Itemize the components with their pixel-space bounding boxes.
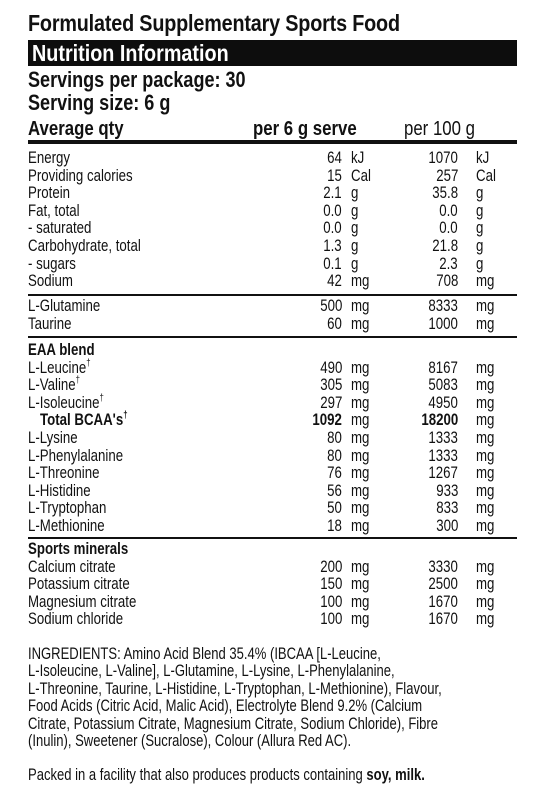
per-serve-value: 305 (319, 375, 342, 395)
per-serve-unit: mg (351, 498, 370, 518)
nutrient-row (28, 359, 517, 377)
per-serve-unit: mg (351, 574, 370, 594)
column-header-row (28, 118, 517, 140)
per-serve-value: 500 (319, 296, 342, 315)
allergen-bold: soy, milk. (366, 766, 425, 784)
nutrient-row (28, 394, 517, 412)
per-serve-unit: mg (351, 392, 370, 412)
nutrient-name: L-Threonine (28, 463, 100, 483)
dagger-mark: † (123, 410, 128, 422)
per-serve-unit: mg (351, 480, 370, 500)
per-100g-unit: mg (476, 271, 495, 291)
nutrient-name: - saturated (28, 218, 92, 238)
nutrient-label (28, 376, 80, 394)
per-serve-value: 60 (327, 313, 342, 333)
group-divider (28, 336, 517, 338)
nutrient-label (28, 255, 76, 273)
per-serve-unit: kJ (351, 148, 365, 167)
per-100g-unit: mg (476, 574, 495, 594)
ingredients-line: (Inulin), Sweetener (Sucralose), Colour (Allura Red AC). (28, 732, 352, 751)
per-100g-unit: mg (476, 375, 495, 395)
allergen-text: Packed in a facility that also produces products containing (28, 766, 367, 784)
per-serve-unit: mg (351, 313, 370, 333)
nutrient-name: - sugars (28, 253, 76, 273)
per-serve-value: 0.0 (323, 218, 342, 238)
per-100g-unit: mg (476, 445, 495, 465)
per-100g-unit: mg (476, 427, 495, 447)
nutrient-label (28, 184, 70, 202)
ingredients-line: Citrate, Potassium Citrate, Magnesium Citrate, Sodium Chloride), Fibre (28, 714, 439, 733)
per-100g-unit: g (476, 183, 484, 203)
nutrient-row (28, 202, 517, 220)
nutrient-label (28, 237, 141, 255)
product-title: Formulated Supplementary Sports Food (28, 10, 400, 36)
nutrient-row (28, 237, 517, 255)
average-qty-heading: Average qty (28, 118, 124, 140)
per-serve-unit: mg (351, 296, 370, 315)
per-serve-heading: per 6 g serve (253, 118, 357, 140)
nutrient-name: L-Glutamine (28, 296, 101, 315)
per-100g-unit: g (476, 200, 484, 220)
ingredients-line: L-Isoleucine, L-Valine], L-Glutamine, L-Lysine, L-Phenylalanine, (28, 662, 395, 681)
per-100g-value: 3330 (428, 556, 458, 576)
per-serve-value: 0.0 (323, 200, 342, 220)
nutrient-label (28, 464, 100, 482)
per-serve-value: 50 (327, 498, 342, 518)
per-serve-value: 56 (327, 480, 342, 500)
per-100g-unit: g (476, 218, 484, 238)
nutrient-label (28, 499, 106, 517)
per-100g-value: 18200 (421, 410, 458, 430)
nutrient-name: Calcium citrate (28, 556, 116, 576)
per-serve-unit: g (351, 200, 359, 220)
nutrient-name: L-Valine (28, 375, 76, 395)
nutrient-row (28, 429, 517, 447)
nutrient-label (28, 447, 123, 465)
per-serve-value: 297 (319, 392, 342, 412)
per-100g-unit: g (476, 235, 484, 255)
group-heading-row (28, 540, 517, 558)
per-serve-value: 0.1 (323, 253, 342, 273)
per-serve-unit: mg (351, 609, 370, 629)
per-100g-unit: mg (476, 357, 495, 377)
per-100g-heading: per 100 g (404, 118, 475, 140)
per-serve-unit: g (351, 183, 359, 203)
per-100g-unit: mg (476, 609, 495, 629)
nutrient-row (28, 315, 517, 333)
per-100g-value: 1670 (428, 609, 458, 629)
nutrient-name: L-Phenylalanine (28, 445, 124, 465)
per-serve-value: 2.1 (323, 183, 342, 203)
per-100g-value: 300 (435, 515, 458, 535)
dagger-mark: † (99, 392, 104, 404)
per-100g-value: 1070 (428, 148, 458, 167)
nutrient-row (28, 593, 517, 611)
per-100g-value: 1267 (428, 463, 458, 483)
nutrient-name: Sodium (28, 271, 73, 291)
nutrient-label (28, 149, 70, 167)
per-100g-value: 257 (435, 165, 458, 185)
nutrient-label (28, 167, 133, 185)
per-100g-value: 933 (435, 480, 458, 500)
nutrient-name: Energy (28, 148, 71, 167)
thick-divider (28, 140, 517, 144)
nutrient-label (28, 219, 91, 237)
per-serve-value: 100 (319, 609, 342, 629)
nutrient-row (28, 219, 517, 237)
nutrient-row (28, 517, 517, 535)
per-serve-unit: g (351, 253, 359, 273)
nutrient-label (28, 272, 73, 290)
per-100g-unit: mg (476, 392, 495, 412)
per-serve-unit: mg (351, 375, 370, 395)
nutrient-label (28, 359, 91, 377)
nutrient-row (28, 558, 517, 576)
per-100g-value: 2.3 (439, 253, 458, 273)
nutrient-label (40, 411, 128, 429)
per-100g-unit: mg (476, 463, 495, 483)
per-100g-unit: kJ (476, 148, 490, 167)
per-100g-value: 2500 (428, 574, 458, 594)
nutrient-row (28, 167, 517, 185)
per-serve-value: 150 (319, 574, 342, 594)
per-100g-unit: mg (476, 498, 495, 518)
nutrient-row (28, 149, 517, 167)
nutrient-name: Taurine (28, 313, 72, 333)
per-serve-value: 18 (327, 515, 342, 535)
nutrient-label (28, 482, 91, 500)
dagger-mark: † (86, 357, 91, 369)
nutrient-row (28, 376, 517, 394)
nutrient-name: L-Histidine (28, 480, 91, 500)
nutrient-label (28, 429, 78, 447)
per-100g-value: 0.0 (439, 200, 458, 220)
group-divider (28, 537, 517, 539)
nutrient-row (28, 610, 517, 628)
per-serve-value: 100 (319, 591, 342, 611)
per-100g-value: 833 (435, 498, 458, 518)
per-100g-value: 708 (435, 271, 458, 291)
per-serve-value: 80 (327, 427, 342, 447)
nutrient-group (28, 540, 517, 628)
per-serve-value: 1092 (312, 410, 342, 430)
nutrient-name: L-Tryptophan (28, 498, 107, 518)
per-serve-unit: g (351, 218, 359, 238)
per-100g-value: 0.0 (439, 218, 458, 238)
per-serve-unit: mg (351, 427, 370, 447)
nutrient-name: Potassium citrate (28, 574, 130, 594)
per-100g-value: 1000 (428, 313, 458, 333)
per-100g-unit: mg (476, 556, 495, 576)
nutrient-name: Sodium chloride (28, 609, 124, 629)
per-serve-value: 490 (319, 357, 342, 377)
serving-size: Serving size: 6 g (28, 90, 171, 115)
per-100g-unit: mg (476, 313, 495, 333)
per-serve-unit: mg (351, 556, 370, 576)
nutrient-row (28, 255, 517, 273)
nutrition-information-heading: Nutrition Information (32, 40, 229, 66)
nutrient-name: L-Isoleucine (28, 392, 100, 412)
nutrient-name: Fat, total (28, 200, 80, 220)
group-divider (28, 294, 517, 296)
dagger-mark: † (75, 375, 81, 387)
per-serve-value: 64 (327, 148, 342, 167)
nutrition-header-bar (28, 40, 517, 66)
per-100g-unit: g (476, 253, 484, 273)
per-100g-value: 35.8 (432, 183, 458, 203)
per-100g-unit: mg (476, 591, 495, 611)
nutrient-label (28, 558, 116, 576)
per-100g-value: 5083 (428, 375, 458, 395)
per-serve-unit: mg (351, 271, 370, 291)
per-100g-value: 4950 (428, 392, 458, 412)
nutrient-row (28, 184, 517, 202)
ingredients-line: L-Threonine, Taurine, L-Histidine, L-Tryptophan, L-Methionine), Flavour, (28, 679, 442, 698)
ingredients-line: Food Acids (Citric Acid, Malic Acid), Electrolyte Blend 9.2% (Calcium (28, 697, 423, 716)
nutrient-group (28, 297, 517, 332)
nutrient-label (28, 575, 130, 593)
per-serve-value: 80 (327, 445, 342, 465)
per-serve-unit: mg (351, 445, 370, 465)
nutrient-name: L-Methionine (28, 515, 105, 535)
ingredients-line: INGREDIENTS: Amino Acid Blend 35.4% (IBCAA [L-Leucine, (28, 645, 381, 663)
nutrient-label (28, 593, 136, 611)
nutrient-label (28, 394, 104, 412)
per-serve-value: 42 (327, 271, 342, 291)
nutrient-row (28, 482, 517, 500)
per-100g-value: 8167 (428, 357, 458, 377)
nutrient-group (28, 149, 517, 290)
per-serve-value: 15 (327, 165, 342, 185)
group-heading-row (28, 341, 517, 359)
nutrient-name: L-Lysine (28, 427, 78, 447)
group-heading: Sports minerals (28, 539, 129, 558)
nutrient-row (28, 297, 517, 315)
nutrient-name: Magnesium citrate (28, 591, 137, 611)
nutrient-name: Providing calories (28, 165, 133, 185)
per-100g-value: 1333 (428, 427, 458, 447)
nutrient-label (28, 517, 105, 535)
per-serve-unit: mg (351, 357, 370, 377)
per-serve-value: 200 (319, 556, 342, 576)
ingredients-text (28, 646, 534, 750)
nutrient-label (28, 315, 71, 333)
servings-per-package: Servings per package: 30 (28, 67, 246, 92)
nutrient-name: Carbohydrate, total (28, 235, 141, 255)
per-serve-unit: g (351, 235, 359, 255)
per-100g-value: 8333 (428, 296, 458, 315)
per-100g-unit: mg (476, 410, 495, 430)
nutrient-row (28, 411, 517, 429)
allergen-statement (28, 766, 425, 785)
per-100g-value: 21.8 (432, 235, 458, 255)
per-serve-value: 1.3 (323, 235, 342, 255)
nutrient-row (28, 272, 517, 290)
per-100g-value: 1670 (428, 591, 458, 611)
nutrient-name: Total BCAA's (40, 410, 124, 430)
per-100g-unit: Cal (476, 165, 496, 185)
nutrient-group (28, 341, 517, 535)
group-heading: EAA blend (28, 340, 95, 359)
per-100g-unit: mg (476, 296, 495, 315)
nutrient-label (28, 297, 100, 315)
per-serve-value: 76 (327, 463, 342, 483)
nutrient-row (28, 447, 517, 465)
nutrient-name: L-Leucine (28, 357, 87, 377)
nutrient-row (28, 575, 517, 593)
nutrient-row (28, 499, 517, 517)
nutrient-label (28, 202, 80, 220)
per-serve-unit: Cal (351, 165, 371, 185)
per-serve-unit: mg (351, 515, 370, 535)
per-100g-unit: mg (476, 515, 495, 535)
per-serve-unit: mg (351, 463, 370, 483)
per-serve-unit: mg (351, 591, 370, 611)
nutrient-name: Protein (28, 183, 71, 203)
per-100g-value: 1333 (428, 445, 458, 465)
nutrient-row (28, 464, 517, 482)
per-100g-unit: mg (476, 480, 495, 500)
nutrient-label (28, 610, 123, 628)
per-serve-unit: mg (351, 410, 370, 430)
